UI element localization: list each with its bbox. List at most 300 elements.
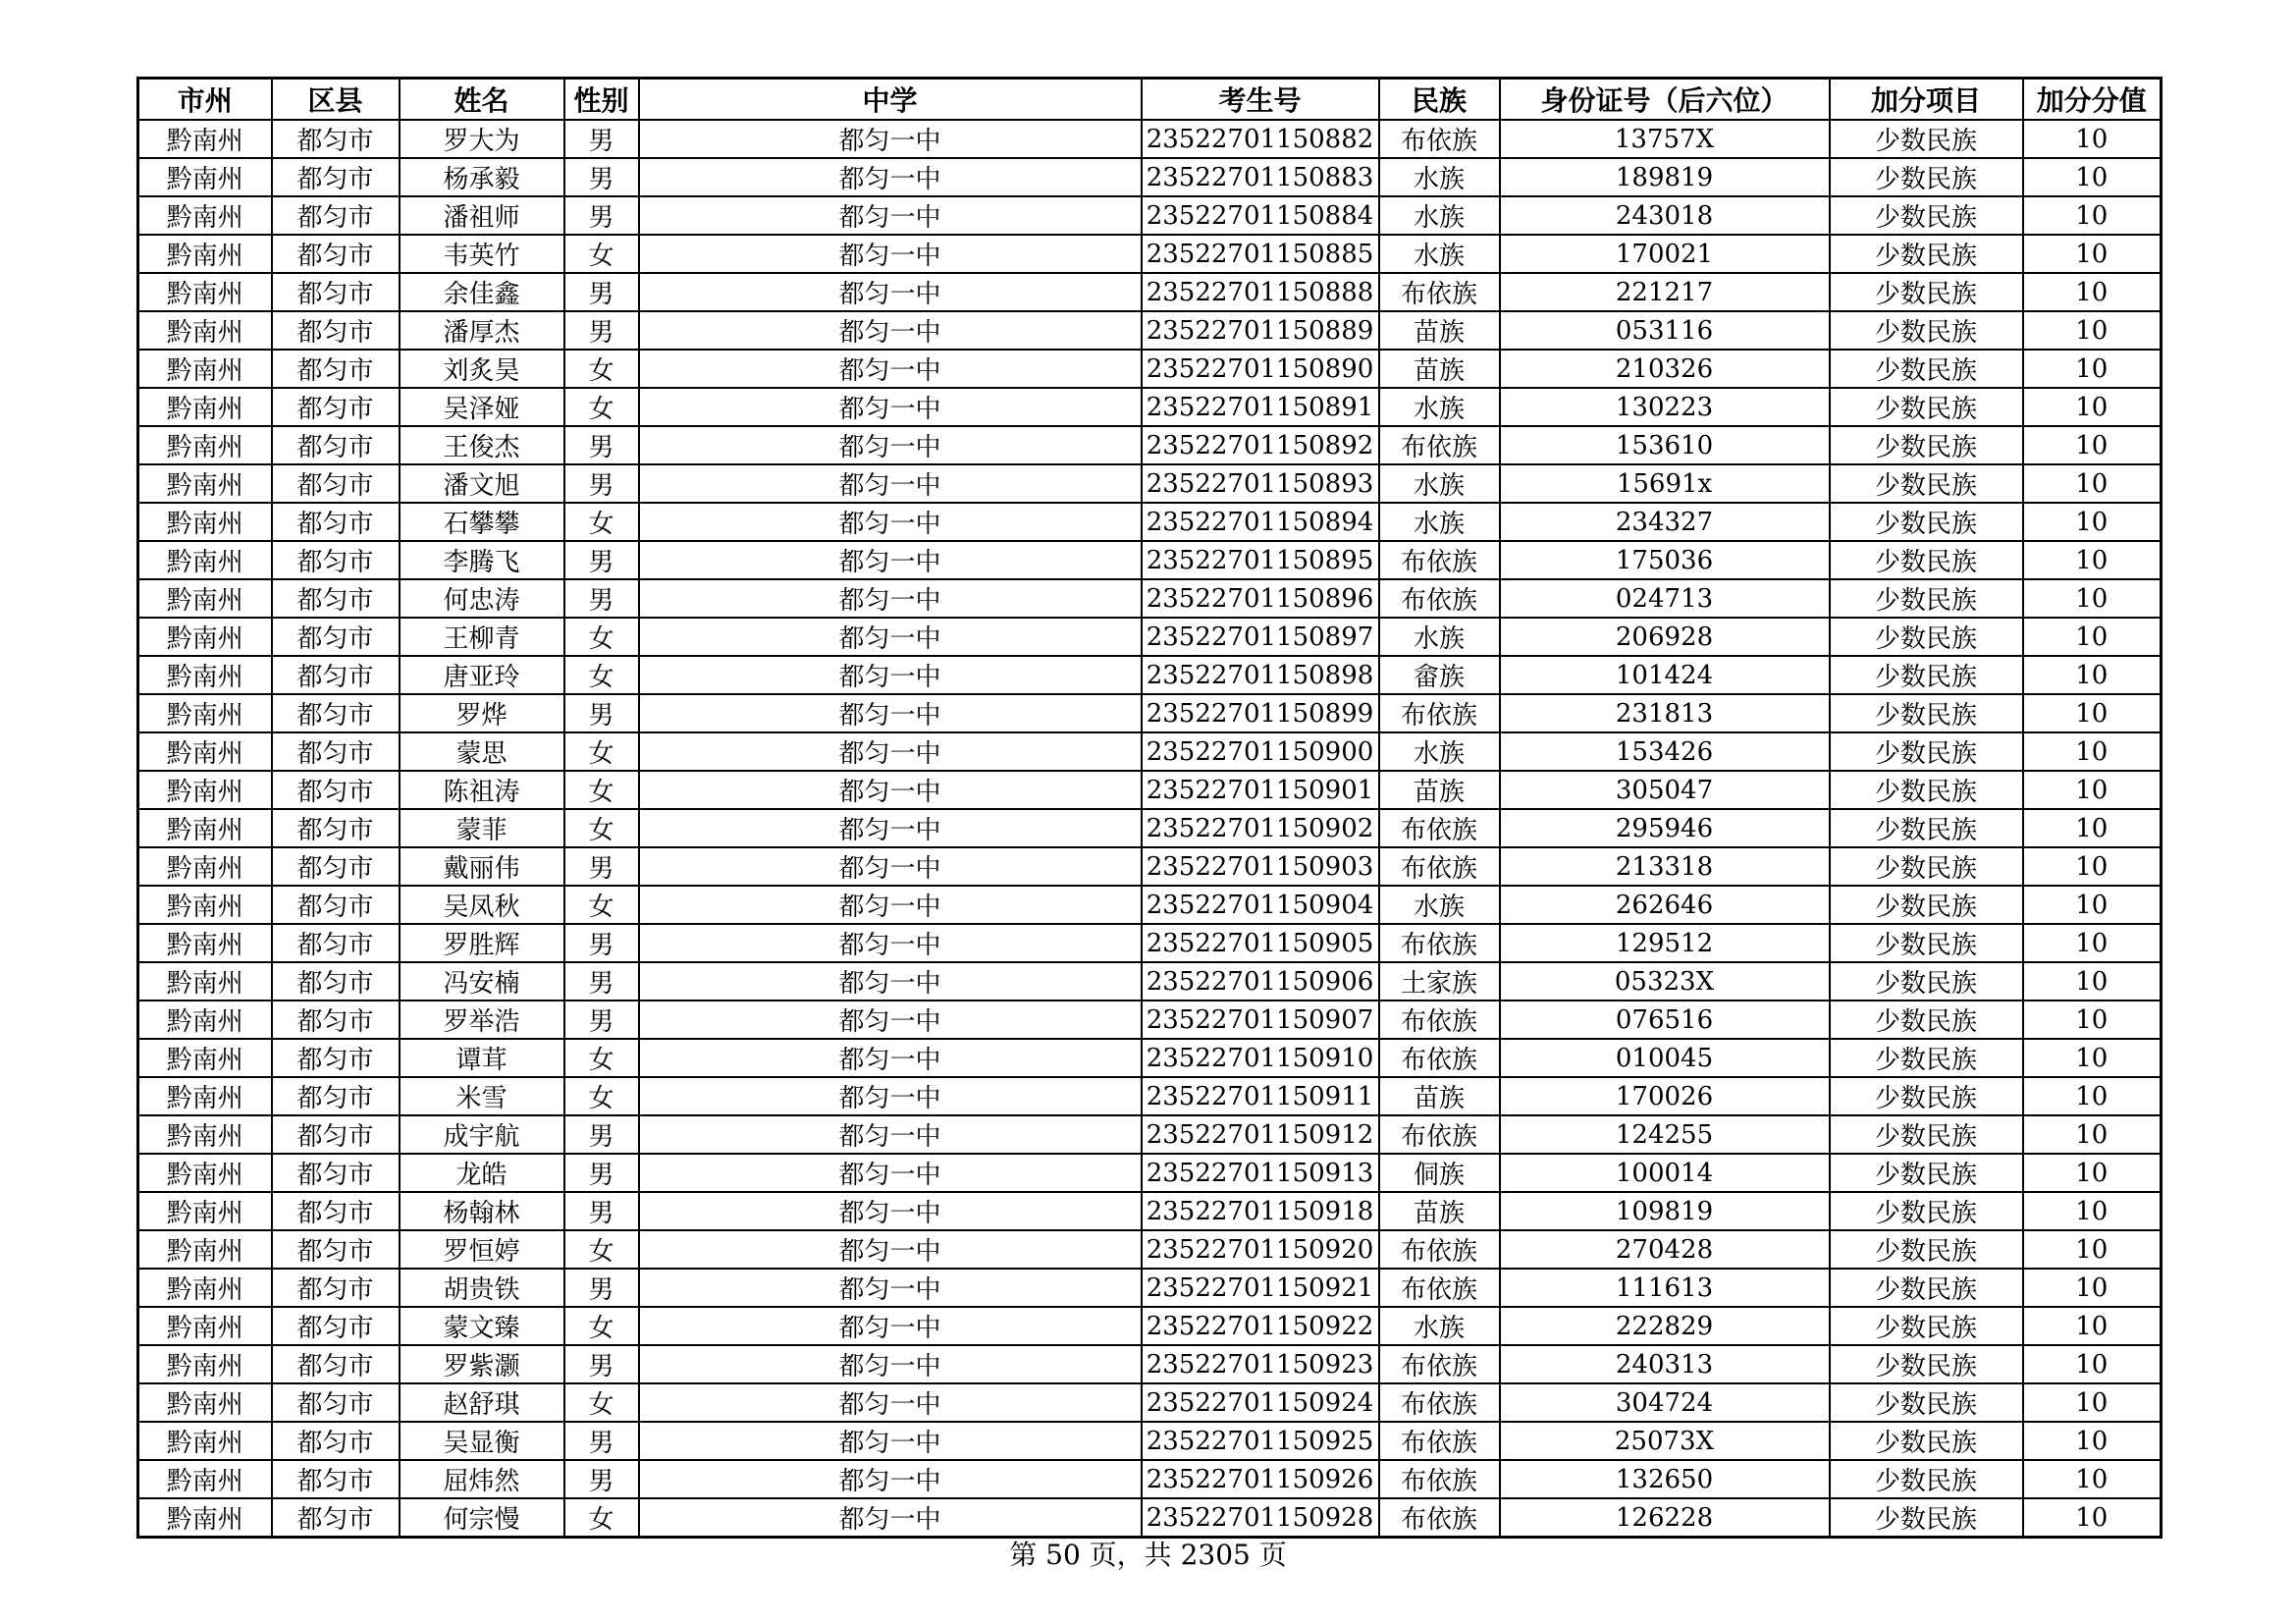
cell-school: 都匀一中 xyxy=(639,962,1142,1001)
cell-gender: 女 xyxy=(564,503,639,541)
cell-bonus-points: 10 xyxy=(2023,120,2162,158)
cell-exam-number: 23522701150897 xyxy=(1142,618,1379,656)
cell-id-last-six: 126228 xyxy=(1500,1498,1830,1538)
cell-name: 陈祖涛 xyxy=(400,771,564,809)
cell-exam-number: 23522701150895 xyxy=(1142,541,1379,579)
cell-bonus-points: 10 xyxy=(2023,1383,2162,1422)
cell-county: 都匀市 xyxy=(272,1460,400,1498)
cell-id-last-six: 25073X xyxy=(1500,1422,1830,1460)
table-row xyxy=(138,809,2162,847)
cell-school: 都匀一中 xyxy=(639,350,1142,388)
cell-city: 黔南州 xyxy=(138,1498,272,1538)
cell-exam-number: 23522701150893 xyxy=(1142,464,1379,503)
cell-gender: 男 xyxy=(564,579,639,618)
table-row xyxy=(138,924,2162,962)
cell-bonus-points: 10 xyxy=(2023,1077,2162,1115)
cell-county: 都匀市 xyxy=(272,618,400,656)
cell-bonus-item: 少数民族 xyxy=(1830,1307,2023,1345)
cell-county: 都匀市 xyxy=(272,847,400,886)
cell-ethnicity: 布依族 xyxy=(1379,847,1500,886)
candidate-bonus-table xyxy=(136,77,2163,1539)
cell-exam-number: 23522701150901 xyxy=(1142,771,1379,809)
cell-ethnicity: 水族 xyxy=(1379,732,1500,771)
cell-bonus-item: 少数民族 xyxy=(1830,541,2023,579)
cell-exam-number: 23522701150928 xyxy=(1142,1498,1379,1538)
cell-name: 赵舒琪 xyxy=(400,1383,564,1422)
cell-exam-number: 23522701150912 xyxy=(1142,1115,1379,1154)
cell-id-last-six: 130223 xyxy=(1500,388,1830,426)
cell-id-last-six: 024713 xyxy=(1500,579,1830,618)
cell-bonus-points: 10 xyxy=(2023,1001,2162,1039)
cell-name: 潘祖师 xyxy=(400,196,564,235)
cell-school: 都匀一中 xyxy=(639,618,1142,656)
table-row xyxy=(138,235,2162,273)
cell-gender: 男 xyxy=(564,1422,639,1460)
cell-bonus-points: 10 xyxy=(2023,196,2162,235)
cell-school: 都匀一中 xyxy=(639,311,1142,350)
cell-bonus-points: 10 xyxy=(2023,618,2162,656)
cell-name: 杨承毅 xyxy=(400,158,564,196)
cell-name: 吴凤秋 xyxy=(400,886,564,924)
cell-school: 都匀一中 xyxy=(639,120,1142,158)
cell-name: 韦英竹 xyxy=(400,235,564,273)
cell-exam-number: 23522701150890 xyxy=(1142,350,1379,388)
cell-name: 罗紫灏 xyxy=(400,1345,564,1383)
cell-gender: 女 xyxy=(564,732,639,771)
cell-bonus-points: 10 xyxy=(2023,350,2162,388)
cell-id-last-six: 210326 xyxy=(1500,350,1830,388)
cell-bonus-item: 少数民族 xyxy=(1830,273,2023,311)
cell-ethnicity: 布依族 xyxy=(1379,1498,1500,1538)
table-row xyxy=(138,1230,2162,1269)
cell-name: 杨翰林 xyxy=(400,1192,564,1230)
cell-bonus-points: 10 xyxy=(2023,273,2162,311)
table-row xyxy=(138,541,2162,579)
cell-city: 黔南州 xyxy=(138,809,272,847)
column-header-name: 姓名 xyxy=(400,79,564,121)
cell-bonus-points: 10 xyxy=(2023,388,2162,426)
cell-gender: 男 xyxy=(564,158,639,196)
cell-county: 都匀市 xyxy=(272,1422,400,1460)
cell-city: 黔南州 xyxy=(138,962,272,1001)
cell-exam-number: 23522701150923 xyxy=(1142,1345,1379,1383)
cell-school: 都匀一中 xyxy=(639,1307,1142,1345)
cell-school: 都匀一中 xyxy=(639,1154,1142,1192)
cell-county: 都匀市 xyxy=(272,1039,400,1077)
table-row xyxy=(138,1192,2162,1230)
cell-bonus-item: 少数民族 xyxy=(1830,732,2023,771)
table-row xyxy=(138,196,2162,235)
cell-gender: 男 xyxy=(564,847,639,886)
cell-id-last-six: 170026 xyxy=(1500,1077,1830,1115)
cell-name: 谭茸 xyxy=(400,1039,564,1077)
table-row xyxy=(138,694,2162,732)
cell-bonus-item: 少数民族 xyxy=(1830,1230,2023,1269)
cell-county: 都匀市 xyxy=(272,1345,400,1383)
cell-city: 黔南州 xyxy=(138,1077,272,1115)
cell-id-last-six: 111613 xyxy=(1500,1269,1830,1307)
column-header-ethnicity: 民族 xyxy=(1379,79,1500,121)
cell-gender: 女 xyxy=(564,771,639,809)
cell-ethnicity: 布依族 xyxy=(1379,1422,1500,1460)
cell-city: 黔南州 xyxy=(138,503,272,541)
cell-school: 都匀一中 xyxy=(639,1230,1142,1269)
cell-ethnicity: 水族 xyxy=(1379,464,1500,503)
cell-ethnicity: 布依族 xyxy=(1379,273,1500,311)
cell-name: 罗大为 xyxy=(400,120,564,158)
cell-exam-number: 23522701150921 xyxy=(1142,1269,1379,1307)
cell-county: 都匀市 xyxy=(272,579,400,618)
cell-id-last-six: 270428 xyxy=(1500,1230,1830,1269)
cell-bonus-item: 少数民族 xyxy=(1830,1422,2023,1460)
table-row xyxy=(138,1345,2162,1383)
cell-county: 都匀市 xyxy=(272,1498,400,1538)
cell-bonus-points: 10 xyxy=(2023,1230,2162,1269)
cell-name: 戴丽伟 xyxy=(400,847,564,886)
table-row xyxy=(138,388,2162,426)
cell-gender: 男 xyxy=(564,1115,639,1154)
cell-city: 黔南州 xyxy=(138,1383,272,1422)
cell-school: 都匀一中 xyxy=(639,656,1142,694)
cell-gender: 女 xyxy=(564,1039,639,1077)
cell-gender: 女 xyxy=(564,1230,639,1269)
cell-city: 黔南州 xyxy=(138,1230,272,1269)
cell-id-last-six: 05323X xyxy=(1500,962,1830,1001)
cell-ethnicity: 苗族 xyxy=(1379,1077,1500,1115)
cell-city: 黔南州 xyxy=(138,388,272,426)
cell-gender: 男 xyxy=(564,196,639,235)
cell-bonus-points: 10 xyxy=(2023,1115,2162,1154)
cell-gender: 男 xyxy=(564,1269,639,1307)
cell-school: 都匀一中 xyxy=(639,196,1142,235)
cell-bonus-item: 少数民族 xyxy=(1830,235,2023,273)
cell-exam-number: 23522701150925 xyxy=(1142,1422,1379,1460)
table-body xyxy=(138,120,2162,1538)
cell-county: 都匀市 xyxy=(272,464,400,503)
cell-gender: 女 xyxy=(564,388,639,426)
cell-id-last-six: 15691x xyxy=(1500,464,1830,503)
cell-school: 都匀一中 xyxy=(639,158,1142,196)
cell-bonus-item: 少数民族 xyxy=(1830,311,2023,350)
cell-exam-number: 23522701150918 xyxy=(1142,1192,1379,1230)
cell-ethnicity: 水族 xyxy=(1379,196,1500,235)
cell-bonus-item: 少数民族 xyxy=(1830,1383,2023,1422)
cell-county: 都匀市 xyxy=(272,694,400,732)
cell-bonus-item: 少数民族 xyxy=(1830,464,2023,503)
cell-county: 都匀市 xyxy=(272,962,400,1001)
table-row xyxy=(138,1422,2162,1460)
cell-id-last-six: 221217 xyxy=(1500,273,1830,311)
cell-bonus-points: 10 xyxy=(2023,503,2162,541)
cell-bonus-item: 少数民族 xyxy=(1830,886,2023,924)
cell-bonus-item: 少数民族 xyxy=(1830,158,2023,196)
cell-name: 罗恒婷 xyxy=(400,1230,564,1269)
cell-name: 吴显衡 xyxy=(400,1422,564,1460)
cell-exam-number: 23522701150907 xyxy=(1142,1001,1379,1039)
cell-county: 都匀市 xyxy=(272,656,400,694)
cell-county: 都匀市 xyxy=(272,350,400,388)
cell-school: 都匀一中 xyxy=(639,694,1142,732)
cell-school: 都匀一中 xyxy=(639,235,1142,273)
table-row xyxy=(138,1077,2162,1115)
cell-exam-number: 23522701150905 xyxy=(1142,924,1379,962)
cell-bonus-points: 10 xyxy=(2023,235,2162,273)
cell-id-last-six: 213318 xyxy=(1500,847,1830,886)
cell-ethnicity: 布依族 xyxy=(1379,924,1500,962)
table-row xyxy=(138,1307,2162,1345)
cell-bonus-item: 少数民族 xyxy=(1830,1498,2023,1538)
cell-id-last-six: 132650 xyxy=(1500,1460,1830,1498)
cell-bonus-points: 10 xyxy=(2023,1422,2162,1460)
column-header-exam-number: 考生号 xyxy=(1142,79,1379,121)
cell-name: 罗胜辉 xyxy=(400,924,564,962)
cell-school: 都匀一中 xyxy=(639,886,1142,924)
cell-exam-number: 23522701150903 xyxy=(1142,847,1379,886)
cell-name: 罗烨 xyxy=(400,694,564,732)
cell-city: 黔南州 xyxy=(138,273,272,311)
cell-name: 蒙文臻 xyxy=(400,1307,564,1345)
column-header-city: 市州 xyxy=(138,79,272,121)
cell-school: 都匀一中 xyxy=(639,847,1142,886)
column-header-school: 中学 xyxy=(639,79,1142,121)
cell-school: 都匀一中 xyxy=(639,1192,1142,1230)
cell-id-last-six: 222829 xyxy=(1500,1307,1830,1345)
cell-ethnicity: 苗族 xyxy=(1379,771,1500,809)
cell-gender: 男 xyxy=(564,924,639,962)
cell-county: 都匀市 xyxy=(272,886,400,924)
cell-school: 都匀一中 xyxy=(639,464,1142,503)
cell-gender: 女 xyxy=(564,656,639,694)
cell-exam-number: 23522701150920 xyxy=(1142,1230,1379,1269)
cell-exam-number: 23522701150924 xyxy=(1142,1383,1379,1422)
cell-id-last-six: 129512 xyxy=(1500,924,1830,962)
cell-name: 刘炙昊 xyxy=(400,350,564,388)
cell-id-last-six: 100014 xyxy=(1500,1154,1830,1192)
cell-city: 黔南州 xyxy=(138,1154,272,1192)
cell-name: 余佳鑫 xyxy=(400,273,564,311)
cell-exam-number: 23522701150926 xyxy=(1142,1460,1379,1498)
cell-name: 何宗慢 xyxy=(400,1498,564,1538)
cell-bonus-points: 10 xyxy=(2023,311,2162,350)
table-row xyxy=(138,503,2162,541)
cell-exam-number: 23522701150888 xyxy=(1142,273,1379,311)
cell-ethnicity: 水族 xyxy=(1379,1307,1500,1345)
cell-exam-number: 23522701150900 xyxy=(1142,732,1379,771)
cell-school: 都匀一中 xyxy=(639,1422,1142,1460)
cell-city: 黔南州 xyxy=(138,120,272,158)
cell-gender: 女 xyxy=(564,809,639,847)
cell-exam-number: 23522701150885 xyxy=(1142,235,1379,273)
cell-exam-number: 23522701150882 xyxy=(1142,120,1379,158)
cell-bonus-item: 少数民族 xyxy=(1830,771,2023,809)
cell-county: 都匀市 xyxy=(272,732,400,771)
cell-gender: 男 xyxy=(564,120,639,158)
cell-ethnicity: 土家族 xyxy=(1379,962,1500,1001)
column-header-id-last-six: 身份证号（后六位） xyxy=(1500,79,1830,121)
cell-bonus-points: 10 xyxy=(2023,656,2162,694)
table-row xyxy=(138,1269,2162,1307)
cell-ethnicity: 水族 xyxy=(1379,235,1500,273)
cell-exam-number: 23522701150891 xyxy=(1142,388,1379,426)
cell-bonus-item: 少数民族 xyxy=(1830,1001,2023,1039)
cell-city: 黔南州 xyxy=(138,1115,272,1154)
cell-city: 黔南州 xyxy=(138,541,272,579)
cell-exam-number: 23522701150906 xyxy=(1142,962,1379,1001)
table-row xyxy=(138,1383,2162,1422)
cell-exam-number: 23522701150913 xyxy=(1142,1154,1379,1192)
cell-city: 黔南州 xyxy=(138,732,272,771)
cell-id-last-six: 13757X xyxy=(1500,120,1830,158)
cell-bonus-item: 少数民族 xyxy=(1830,579,2023,618)
cell-gender: 男 xyxy=(564,694,639,732)
cell-bonus-points: 10 xyxy=(2023,1039,2162,1077)
page-footer: 第 50 页，共 2305 页 xyxy=(1009,1539,1287,1571)
table-row xyxy=(138,1001,2162,1039)
cell-bonus-item: 少数民族 xyxy=(1830,196,2023,235)
cell-gender: 男 xyxy=(564,273,639,311)
cell-name: 米雪 xyxy=(400,1077,564,1115)
cell-name: 唐亚玲 xyxy=(400,656,564,694)
cell-bonus-points: 10 xyxy=(2023,1498,2162,1538)
cell-name: 潘厚杰 xyxy=(400,311,564,350)
cell-exam-number: 23522701150892 xyxy=(1142,426,1379,464)
cell-school: 都匀一中 xyxy=(639,809,1142,847)
cell-id-last-six: 109819 xyxy=(1500,1192,1830,1230)
cell-school: 都匀一中 xyxy=(639,1383,1142,1422)
cell-ethnicity: 布依族 xyxy=(1379,1269,1500,1307)
cell-school: 都匀一中 xyxy=(639,273,1142,311)
cell-name: 屈炜然 xyxy=(400,1460,564,1498)
cell-school: 都匀一中 xyxy=(639,1269,1142,1307)
cell-county: 都匀市 xyxy=(272,1115,400,1154)
table-row xyxy=(138,579,2162,618)
cell-exam-number: 23522701150896 xyxy=(1142,579,1379,618)
cell-school: 都匀一中 xyxy=(639,541,1142,579)
table-row xyxy=(138,1460,2162,1498)
cell-county: 都匀市 xyxy=(272,1001,400,1039)
cell-bonus-item: 少数民族 xyxy=(1830,388,2023,426)
cell-city: 黔南州 xyxy=(138,1192,272,1230)
cell-bonus-points: 10 xyxy=(2023,579,2162,618)
table-row xyxy=(138,273,2162,311)
table-row xyxy=(138,1498,2162,1538)
cell-gender: 女 xyxy=(564,886,639,924)
cell-gender: 男 xyxy=(564,962,639,1001)
cell-city: 黔南州 xyxy=(138,1460,272,1498)
cell-exam-number: 23522701150910 xyxy=(1142,1039,1379,1077)
cell-gender: 男 xyxy=(564,1154,639,1192)
cell-exam-number: 23522701150904 xyxy=(1142,886,1379,924)
cell-id-last-six: 153426 xyxy=(1500,732,1830,771)
cell-gender: 女 xyxy=(564,235,639,273)
cell-bonus-item: 少数民族 xyxy=(1830,694,2023,732)
cell-ethnicity: 布依族 xyxy=(1379,426,1500,464)
cell-gender: 男 xyxy=(564,1460,639,1498)
cell-county: 都匀市 xyxy=(272,426,400,464)
cell-ethnicity: 布依族 xyxy=(1379,1115,1500,1154)
cell-id-last-six: 175036 xyxy=(1500,541,1830,579)
table-row xyxy=(138,158,2162,196)
cell-ethnicity: 布依族 xyxy=(1379,809,1500,847)
cell-city: 黔南州 xyxy=(138,771,272,809)
cell-county: 都匀市 xyxy=(272,1192,400,1230)
cell-name: 成宇航 xyxy=(400,1115,564,1154)
cell-exam-number: 23522701150922 xyxy=(1142,1307,1379,1345)
table-row xyxy=(138,426,2162,464)
cell-city: 黔南州 xyxy=(138,158,272,196)
cell-bonus-item: 少数民族 xyxy=(1830,962,2023,1001)
cell-bonus-item: 少数民族 xyxy=(1830,426,2023,464)
cell-county: 都匀市 xyxy=(272,809,400,847)
cell-county: 都匀市 xyxy=(272,1230,400,1269)
cell-city: 黔南州 xyxy=(138,1001,272,1039)
cell-ethnicity: 布依族 xyxy=(1379,1345,1500,1383)
cell-id-last-six: 053116 xyxy=(1500,311,1830,350)
cell-ethnicity: 布依族 xyxy=(1379,120,1500,158)
cell-bonus-item: 少数民族 xyxy=(1830,924,2023,962)
cell-school: 都匀一中 xyxy=(639,1039,1142,1077)
cell-bonus-points: 10 xyxy=(2023,962,2162,1001)
cell-ethnicity: 畲族 xyxy=(1379,656,1500,694)
cell-exam-number: 23522701150894 xyxy=(1142,503,1379,541)
cell-bonus-item: 少数民族 xyxy=(1830,350,2023,388)
cell-ethnicity: 水族 xyxy=(1379,158,1500,196)
table-row xyxy=(138,962,2162,1001)
cell-id-last-six: 101424 xyxy=(1500,656,1830,694)
cell-county: 都匀市 xyxy=(272,541,400,579)
cell-county: 都匀市 xyxy=(272,1307,400,1345)
cell-id-last-six: 153610 xyxy=(1500,426,1830,464)
cell-ethnicity: 水族 xyxy=(1379,886,1500,924)
cell-school: 都匀一中 xyxy=(639,1460,1142,1498)
cell-city: 黔南州 xyxy=(138,886,272,924)
cell-city: 黔南州 xyxy=(138,1422,272,1460)
cell-county: 都匀市 xyxy=(272,924,400,962)
cell-bonus-item: 少数民族 xyxy=(1830,1039,2023,1077)
cell-name: 吴泽娅 xyxy=(400,388,564,426)
cell-name: 李腾飞 xyxy=(400,541,564,579)
cell-city: 黔南州 xyxy=(138,1307,272,1345)
cell-county: 都匀市 xyxy=(272,120,400,158)
cell-ethnicity: 苗族 xyxy=(1379,350,1500,388)
cell-school: 都匀一中 xyxy=(639,1115,1142,1154)
cell-bonus-item: 少数民族 xyxy=(1830,1460,2023,1498)
cell-school: 都匀一中 xyxy=(639,924,1142,962)
cell-ethnicity: 布依族 xyxy=(1379,1001,1500,1039)
table-row xyxy=(138,311,2162,350)
cell-ethnicity: 侗族 xyxy=(1379,1154,1500,1192)
cell-bonus-item: 少数民族 xyxy=(1830,1269,2023,1307)
cell-name: 蒙菲 xyxy=(400,809,564,847)
cell-exam-number: 23522701150899 xyxy=(1142,694,1379,732)
cell-gender: 女 xyxy=(564,1498,639,1538)
cell-school: 都匀一中 xyxy=(639,579,1142,618)
cell-county: 都匀市 xyxy=(272,1383,400,1422)
cell-ethnicity: 苗族 xyxy=(1379,311,1500,350)
table-row xyxy=(138,1039,2162,1077)
cell-school: 都匀一中 xyxy=(639,388,1142,426)
cell-bonus-points: 10 xyxy=(2023,886,2162,924)
cell-school: 都匀一中 xyxy=(639,732,1142,771)
cell-city: 黔南州 xyxy=(138,618,272,656)
cell-county: 都匀市 xyxy=(272,1154,400,1192)
cell-bonus-points: 10 xyxy=(2023,541,2162,579)
cell-exam-number: 23522701150898 xyxy=(1142,656,1379,694)
cell-city: 黔南州 xyxy=(138,694,272,732)
cell-gender: 女 xyxy=(564,1383,639,1422)
cell-bonus-item: 少数民族 xyxy=(1830,847,2023,886)
cell-bonus-points: 10 xyxy=(2023,1307,2162,1345)
